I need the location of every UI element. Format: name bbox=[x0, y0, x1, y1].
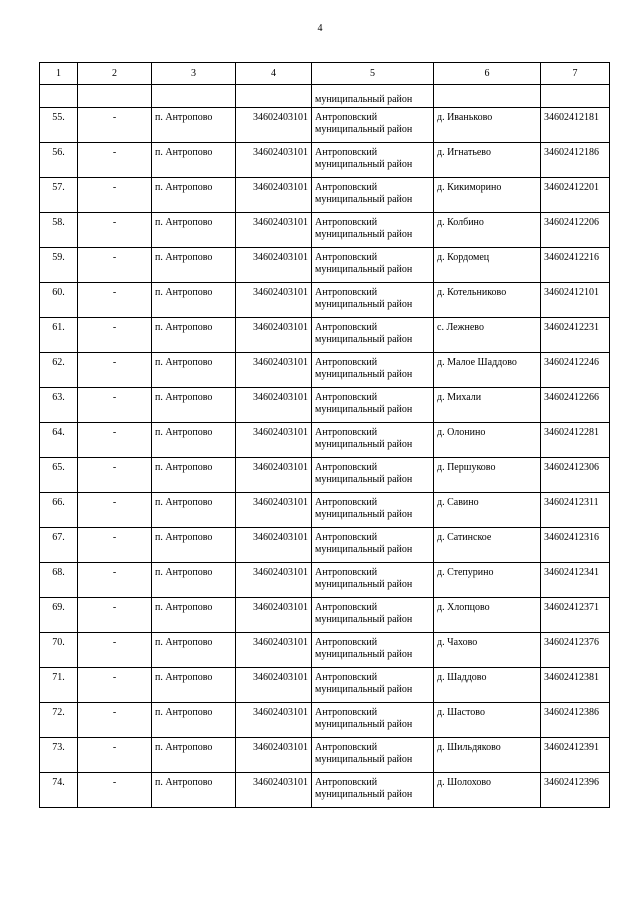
table-row bbox=[40, 668, 610, 703]
settlement-code: 34602412306 bbox=[541, 458, 610, 493]
settlement-name: д. Чахово bbox=[434, 633, 541, 668]
row-number: 59. bbox=[40, 248, 78, 283]
admin-center-code: 34602403101 bbox=[236, 738, 312, 773]
district-type-line: муниципальный район bbox=[315, 264, 413, 275]
district-name bbox=[312, 283, 434, 318]
settlement-name: д. Колбино bbox=[434, 213, 541, 248]
table-row bbox=[40, 178, 610, 213]
admin-center: п. Антропово bbox=[152, 598, 236, 633]
district-name-line: Антроповский bbox=[315, 287, 378, 298]
column-2-value: - bbox=[78, 248, 152, 283]
admin-center: п. Антропово bbox=[152, 458, 236, 493]
district-name-line: Антроповский bbox=[315, 602, 378, 613]
admin-center-code: 34602403101 bbox=[236, 773, 312, 808]
row-number: 68. bbox=[40, 563, 78, 598]
admin-center-code: 34602403101 bbox=[236, 423, 312, 458]
admin-center: п. Антропово bbox=[152, 388, 236, 423]
settlement-name: д. Кикиморино bbox=[434, 178, 541, 213]
column-2-value: - bbox=[78, 528, 152, 563]
district-type-line: муниципальный район bbox=[315, 334, 413, 345]
row-number: 67. bbox=[40, 528, 78, 563]
district-name-line: Антроповский bbox=[315, 392, 378, 403]
row-number: 73. bbox=[40, 738, 78, 773]
column-2-value: - bbox=[78, 318, 152, 353]
district-name bbox=[312, 668, 434, 703]
settlement-name: д. Савино bbox=[434, 493, 541, 528]
district-name bbox=[312, 738, 434, 773]
settlement-name: д. Шастово bbox=[434, 703, 541, 738]
table-body bbox=[40, 63, 610, 808]
table-row bbox=[40, 493, 610, 528]
admin-center-code: 34602403101 bbox=[236, 143, 312, 178]
district-type-line: муниципальный район bbox=[315, 509, 413, 520]
table-row bbox=[40, 458, 610, 493]
admin-center: п. Антропово bbox=[152, 108, 236, 143]
settlement-code: 34602412316 bbox=[541, 528, 610, 563]
admin-center: п. Антропово bbox=[152, 633, 236, 668]
settlement-code: 34602412311 bbox=[541, 493, 610, 528]
district-type-line: муниципальный район bbox=[315, 684, 413, 695]
table-cell bbox=[40, 85, 78, 108]
table-row bbox=[40, 633, 610, 668]
admin-center: п. Антропово bbox=[152, 423, 236, 458]
district-name bbox=[312, 353, 434, 388]
district-name bbox=[312, 318, 434, 353]
row-number: 66. bbox=[40, 493, 78, 528]
table-row bbox=[40, 423, 610, 458]
settlement-name: д. Шильдяково bbox=[434, 738, 541, 773]
admin-center: п. Антропово bbox=[152, 283, 236, 318]
settlement-name: д. Шолохово bbox=[434, 773, 541, 808]
district-name bbox=[312, 213, 434, 248]
column-2-value: - bbox=[78, 668, 152, 703]
district-name-line: Антроповский bbox=[315, 112, 378, 123]
column-2-value: - bbox=[78, 143, 152, 178]
table-row bbox=[40, 388, 610, 423]
district-type-line: муниципальный район bbox=[315, 649, 413, 660]
row-number: 72. bbox=[40, 703, 78, 738]
settlement-name: д. Сатинское bbox=[434, 528, 541, 563]
district-name bbox=[312, 108, 434, 143]
admin-center: п. Антропово bbox=[152, 528, 236, 563]
district-name bbox=[312, 423, 434, 458]
settlement-code: 34602412101 bbox=[541, 283, 610, 318]
admin-center-code: 34602403101 bbox=[236, 458, 312, 493]
district-continuation: муниципальный район bbox=[312, 85, 434, 108]
admin-center: п. Антропово bbox=[152, 248, 236, 283]
district-name-line: Антроповский bbox=[315, 217, 378, 228]
settlement-code: 34602412376 bbox=[541, 633, 610, 668]
settlement-code: 34602412181 bbox=[541, 108, 610, 143]
settlement-name: д. Олонино bbox=[434, 423, 541, 458]
column-number: 3 bbox=[152, 63, 236, 85]
table-row bbox=[40, 283, 610, 318]
admin-center-code: 34602403101 bbox=[236, 493, 312, 528]
settlement-name: д. Кордомец bbox=[434, 248, 541, 283]
column-2-value: - bbox=[78, 353, 152, 388]
admin-center: п. Антропово bbox=[152, 493, 236, 528]
table-row bbox=[40, 143, 610, 178]
admin-center-code: 34602403101 bbox=[236, 528, 312, 563]
admin-center: п. Антропово bbox=[152, 703, 236, 738]
settlement-name: д. Иваньково bbox=[434, 108, 541, 143]
admin-center: п. Антропово bbox=[152, 318, 236, 353]
admin-center: п. Антропово bbox=[152, 668, 236, 703]
row-number: 64. bbox=[40, 423, 78, 458]
column-number: 7 bbox=[541, 63, 610, 85]
district-type-line: муниципальный район bbox=[315, 789, 413, 800]
settlement-code: 34602412371 bbox=[541, 598, 610, 633]
column-number: 6 bbox=[434, 63, 541, 85]
district-name-line: Антроповский bbox=[315, 672, 378, 683]
settlement-name: д. Михали bbox=[434, 388, 541, 423]
table-row bbox=[40, 528, 610, 563]
table-row bbox=[40, 703, 610, 738]
settlement-name: д. Котельниково bbox=[434, 283, 541, 318]
district-name bbox=[312, 178, 434, 213]
row-number: 56. bbox=[40, 143, 78, 178]
settlement-code: 34602412381 bbox=[541, 668, 610, 703]
column-2-value: - bbox=[78, 108, 152, 143]
admin-center: п. Антропово bbox=[152, 353, 236, 388]
table-cell bbox=[541, 85, 610, 108]
district-name-line: Антроповский bbox=[315, 462, 378, 473]
row-number: 69. bbox=[40, 598, 78, 633]
column-2-value: - bbox=[78, 213, 152, 248]
table-row bbox=[40, 563, 610, 598]
settlement-code: 34602412386 bbox=[541, 703, 610, 738]
table-row bbox=[40, 598, 610, 633]
row-number: 60. bbox=[40, 283, 78, 318]
settlement-code: 34602412396 bbox=[541, 773, 610, 808]
admin-center-code: 34602403101 bbox=[236, 388, 312, 423]
district-name bbox=[312, 248, 434, 283]
admin-center-code: 34602403101 bbox=[236, 598, 312, 633]
settlement-name: д. Хлопцово bbox=[434, 598, 541, 633]
table-row bbox=[40, 353, 610, 388]
settlement-code: 34602412281 bbox=[541, 423, 610, 458]
admin-center-code: 34602403101 bbox=[236, 703, 312, 738]
district-name bbox=[312, 633, 434, 668]
settlement-name: д. Малое Шаддово bbox=[434, 353, 541, 388]
settlement-code: 34602412186 bbox=[541, 143, 610, 178]
settlement-code: 34602412231 bbox=[541, 318, 610, 353]
settlement-code: 34602412201 bbox=[541, 178, 610, 213]
row-number: 71. bbox=[40, 668, 78, 703]
district-type-line: муниципальный район bbox=[315, 544, 413, 555]
column-2-value: - bbox=[78, 423, 152, 458]
district-type-line: муниципальный район bbox=[315, 404, 413, 415]
admin-center: п. Антропово bbox=[152, 738, 236, 773]
district-name bbox=[312, 703, 434, 738]
continuation-row bbox=[40, 85, 610, 108]
table-cell bbox=[434, 85, 541, 108]
district-name-line: Антроповский bbox=[315, 532, 378, 543]
district-name bbox=[312, 458, 434, 493]
admin-center: п. Антропово bbox=[152, 213, 236, 248]
district-name-line: Антроповский bbox=[315, 147, 378, 158]
table-row bbox=[40, 248, 610, 283]
admin-center-code: 34602403101 bbox=[236, 318, 312, 353]
settlement-name: с. Лежнево bbox=[434, 318, 541, 353]
table-row bbox=[40, 108, 610, 143]
district-type-line: муниципальный район bbox=[315, 159, 413, 170]
district-type-line: муниципальный район bbox=[315, 719, 413, 730]
district-type-line: муниципальный район bbox=[315, 614, 413, 625]
row-number: 57. bbox=[40, 178, 78, 213]
column-2-value: - bbox=[78, 738, 152, 773]
admin-center-code: 34602403101 bbox=[236, 668, 312, 703]
row-number: 61. bbox=[40, 318, 78, 353]
column-number: 1 bbox=[40, 63, 78, 85]
settlement-name: д. Игнатьево bbox=[434, 143, 541, 178]
district-name-line: Антроповский bbox=[315, 322, 378, 333]
column-2-value: - bbox=[78, 633, 152, 668]
district-name bbox=[312, 598, 434, 633]
settlement-name: д. Шаддово bbox=[434, 668, 541, 703]
row-number: 58. bbox=[40, 213, 78, 248]
table-cell bbox=[152, 85, 236, 108]
column-2-value: - bbox=[78, 283, 152, 318]
admin-center-code: 34602403101 bbox=[236, 563, 312, 598]
district-name-line: Антроповский bbox=[315, 357, 378, 368]
district-name bbox=[312, 493, 434, 528]
column-2-value: - bbox=[78, 493, 152, 528]
settlement-name: д. Першуково bbox=[434, 458, 541, 493]
row-number: 65. bbox=[40, 458, 78, 493]
admin-center-code: 34602403101 bbox=[236, 108, 312, 143]
row-number: 74. bbox=[40, 773, 78, 808]
district-name-line: Антроповский bbox=[315, 742, 378, 753]
district-type-line: муниципальный район bbox=[315, 579, 413, 590]
admin-center-code: 34602403101 bbox=[236, 213, 312, 248]
table-row bbox=[40, 213, 610, 248]
row-number: 62. bbox=[40, 353, 78, 388]
admin-center: п. Антропово bbox=[152, 773, 236, 808]
district-name bbox=[312, 563, 434, 598]
column-2-value: - bbox=[78, 388, 152, 423]
district-name bbox=[312, 143, 434, 178]
admin-center-code: 34602403101 bbox=[236, 178, 312, 213]
settlement-code: 34602412391 bbox=[541, 738, 610, 773]
column-2-value: - bbox=[78, 773, 152, 808]
column-number: 4 bbox=[236, 63, 312, 85]
column-2-value: - bbox=[78, 563, 152, 598]
district-type-line: муниципальный район bbox=[315, 229, 413, 240]
district-name-line: Антроповский bbox=[315, 707, 378, 718]
district-name-line: Антроповский bbox=[315, 637, 378, 648]
page-number: 4 bbox=[317, 23, 323, 34]
district-type-line: муниципальный район bbox=[315, 369, 413, 380]
admin-center-code: 34602403101 bbox=[236, 248, 312, 283]
column-2-value: - bbox=[78, 458, 152, 493]
district-name-line: Антроповский bbox=[315, 777, 378, 788]
column-number: 2 bbox=[78, 63, 152, 85]
district-name bbox=[312, 773, 434, 808]
admin-center: п. Антропово bbox=[152, 143, 236, 178]
district-name bbox=[312, 528, 434, 563]
table-cell bbox=[236, 85, 312, 108]
district-type-line: муниципальный район bbox=[315, 124, 413, 135]
district-name-line: Антроповский bbox=[315, 252, 378, 263]
district-name-line: Антроповский bbox=[315, 497, 378, 508]
settlement-code: 34602412246 bbox=[541, 353, 610, 388]
admin-center: п. Антропово bbox=[152, 178, 236, 213]
table-cell bbox=[78, 85, 152, 108]
admin-center-code: 34602403101 bbox=[236, 353, 312, 388]
district-type-line: муниципальный район bbox=[315, 439, 413, 450]
settlements-table bbox=[39, 62, 610, 808]
district-type-line: муниципальный район bbox=[315, 474, 413, 485]
district-name-line: Антроповский bbox=[315, 427, 378, 438]
district-name-line: Антроповский bbox=[315, 182, 378, 193]
district-name bbox=[312, 388, 434, 423]
district-type-line: муниципальный район bbox=[315, 754, 413, 765]
admin-center: п. Антропово bbox=[152, 563, 236, 598]
district-type-line: муниципальный район bbox=[315, 299, 413, 310]
column-2-value: - bbox=[78, 598, 152, 633]
table-row bbox=[40, 773, 610, 808]
admin-center-code: 34602403101 bbox=[236, 633, 312, 668]
column-number: 5 bbox=[312, 63, 434, 85]
district-type-line: муниципальный район bbox=[315, 194, 413, 205]
settlement-code: 34602412341 bbox=[541, 563, 610, 598]
column-2-value: - bbox=[78, 703, 152, 738]
settlement-code: 34602412216 bbox=[541, 248, 610, 283]
column-2-value: - bbox=[78, 178, 152, 213]
settlement-code: 34602412266 bbox=[541, 388, 610, 423]
row-number: 55. bbox=[40, 108, 78, 143]
table-row bbox=[40, 738, 610, 773]
row-number: 63. bbox=[40, 388, 78, 423]
admin-center-code: 34602403101 bbox=[236, 283, 312, 318]
table-row bbox=[40, 318, 610, 353]
district-name-line: Антроповский bbox=[315, 567, 378, 578]
settlement-code: 34602412206 bbox=[541, 213, 610, 248]
settlement-name: д. Степурино bbox=[434, 563, 541, 598]
column-number-row bbox=[40, 63, 610, 85]
row-number: 70. bbox=[40, 633, 78, 668]
